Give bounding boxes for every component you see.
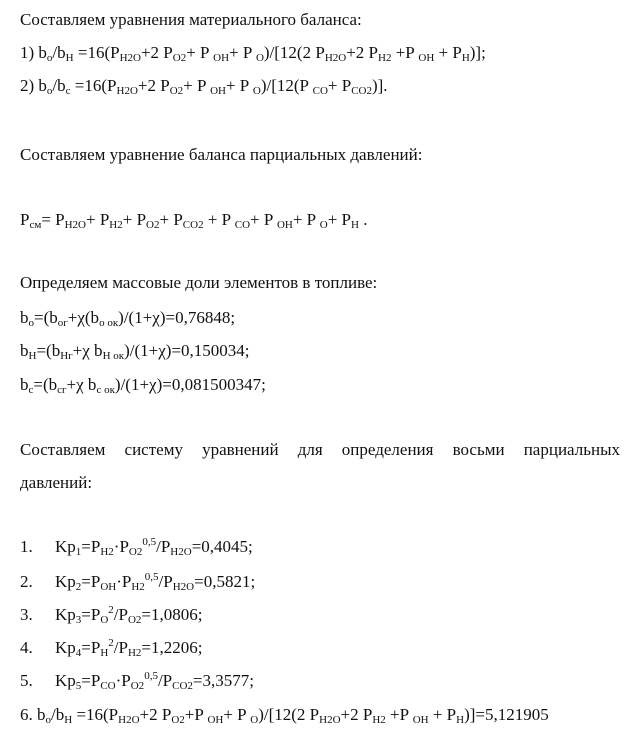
subscript: H2 [131,581,145,593]
subscript: o [45,714,51,726]
subscript: OH [207,714,224,726]
subscript: H2 [100,546,114,558]
text-run: )]; [469,43,486,62]
text-run: /b [52,76,66,95]
text-run: =0,5821; [194,572,256,591]
superscript: 0,5 [142,536,157,548]
text-run: =P [81,537,101,556]
text-run: +2 P [139,705,172,724]
subscript: O [319,219,328,231]
text-run: =P [81,572,101,591]
text-run: ·P [115,671,131,690]
text-run: /P [156,537,171,556]
text-run: + P [223,705,251,724]
text-run: /P [113,638,128,657]
text-run: =16(P [73,43,120,62]
text-run: )]=5,121905 [464,705,549,724]
text-run: /P [157,671,173,690]
text-run: Kp [55,671,76,690]
subscript: CO2 [182,219,204,231]
equation-line [20,43,486,63]
text-run: + P [229,43,256,62]
subscript: CO2 [172,680,193,692]
text-run: + P [250,210,277,229]
text-run: +2 P [340,705,373,724]
list-number: 3. [20,605,33,624]
text-run: )/[12(P [260,76,313,95]
text-run: +2 P [346,43,378,62]
text-run: Kp [55,605,76,624]
subscript: o [28,317,34,329]
text-run: =1,2206; [141,638,203,657]
subscript: H ок [102,350,125,362]
subscript: o [46,52,53,64]
subscript: OH [210,85,226,97]
equation-list-item [20,638,202,658]
text-run: 6. b [20,705,46,724]
text-run: + P [327,76,352,95]
heading-mass-fractions [20,273,377,293]
equation-line [20,76,388,96]
list-number: 2. [20,572,33,591]
subscript: H [351,219,359,231]
text-run: Составляем систему уравнений для определения восьми парциальных [20,440,620,459]
text-run: /P [113,605,128,624]
heading-system-of-equations-cont [20,473,92,493]
subscript: 4 [75,647,82,659]
subscript: O2 [128,546,143,558]
subscript: CO [100,680,116,692]
text-run: = P [41,210,65,229]
text-run: Составляем уравнения материального баланса: [20,10,362,29]
superscript: 0,5 [144,670,158,682]
subscript: OH [276,219,293,231]
subscript: O [252,85,261,97]
text-run: /P [158,572,173,591]
subscript: O2 [127,614,142,626]
text-run: =1,0806; [141,605,203,624]
text-run: /b [52,43,66,62]
text-run: + P [203,210,235,229]
text-run: )]. [371,76,388,95]
text-run: Kp [55,572,76,591]
subscript: ог [57,317,68,329]
text-run: )/(1+χ)=0,76848; [118,308,236,327]
equation-line [20,705,549,725]
subscript: cг [57,384,67,396]
text-run: )/(1+χ)=0,150034; [124,341,250,360]
text-run: =P [81,638,101,657]
text-run: +P [385,705,413,724]
subscript: OH [412,714,429,726]
subscript: H2 [372,714,386,726]
subscript: H2O [319,714,341,726]
text-run: +2 P [140,43,173,62]
list-number: 4. [20,638,33,657]
text-run: b [20,341,29,360]
text-run: =(b [33,375,58,394]
equation-list-item [20,605,202,625]
subscript: H [456,714,465,726]
text-run: ·P [113,537,129,556]
text-run: =0,4045; [191,537,253,556]
text-run: + P [327,210,352,229]
text-run: + P [122,210,147,229]
equation-line [20,210,367,230]
text-run: +P [391,43,419,62]
text-run: +χ b [66,375,97,394]
text-run: +χ b [72,341,103,360]
text-run: 2) b [20,76,47,95]
superscript: 2 [108,637,114,649]
text-run: + P [428,705,457,724]
text-run: +2 P [137,76,170,95]
subscript: O [255,52,264,64]
list-number: 5. [20,671,33,690]
text-run: Составляем уравнение баланса парциальных давлений: [20,145,423,164]
text-run: /b [51,705,65,724]
subscript: 2 [75,581,82,593]
subscript: c ок [96,384,115,396]
text-run: )/[12(2 P [258,705,320,724]
text-run: Kp [55,537,76,556]
subscript: O [250,714,259,726]
subscript: o ок [99,317,119,329]
subscript: см [29,219,42,231]
text-run: =3,3577; [192,671,254,690]
text-run: )/(1+χ)=0,081500347; [114,375,266,394]
text-run: b [20,375,29,394]
subscript: OH [213,52,230,64]
heading-partial-pressure-balance [20,145,422,165]
text-run: + P [183,76,211,95]
subscript: O [100,614,109,626]
subscript: H [100,647,109,659]
equation-line [20,341,250,361]
subscript: H [461,52,470,64]
text-run: + P [186,43,214,62]
subscript: H2O [324,52,347,64]
text-run: + P [292,210,320,229]
subscript: 3 [75,614,82,626]
equation-list-item [20,572,255,592]
equation-list-item [20,671,254,691]
subscript: c [28,384,34,396]
subscript: O2 [172,52,187,64]
text-run: =(b [36,341,61,360]
text-run: =P [81,671,101,690]
subscript: H [28,350,37,362]
text-run: =16(P [70,76,117,95]
subscript: O2 [130,680,145,692]
text-run: =(b [34,308,58,327]
equation-list-item [20,537,253,557]
subscript: H2O [64,219,86,231]
subscript: Hг [60,350,73,362]
subscript: OH [100,581,117,593]
heading-system-of-equations [20,440,620,460]
text-run: b [20,308,29,327]
equation-line [20,375,266,395]
text-run: +P [184,705,208,724]
text-run: =P [81,605,101,624]
subscript: CO2 [351,85,372,97]
list-number: 1. [20,537,33,556]
text-run: ·P [116,572,132,591]
text-run: )/[12(2 P [263,43,325,62]
subscript: H2O [116,85,138,97]
subscript: 1 [75,546,82,558]
text-run: + P [225,76,253,95]
text-run: Kp [55,638,76,657]
subscript: OH [418,52,435,64]
equation-line [20,308,235,328]
text-run: . [358,210,368,229]
subscript: o [46,85,53,97]
text-run: + P [86,210,110,229]
subscript: CO [234,219,251,231]
subscript: H2 [378,52,392,64]
subscript: CO [312,85,328,97]
text-run: 1) b [20,43,47,62]
subscript: H2 [109,219,123,231]
text-run: давлений: [20,473,93,492]
subscript: O2 [171,714,185,726]
subscript: O2 [169,85,184,97]
superscript: 2 [108,604,114,616]
subscript: c [65,85,71,97]
subscript: H [64,714,73,726]
subscript: H [65,52,74,64]
text-run: =16(P [72,705,119,724]
text-run: +χ(b [67,308,100,327]
subscript: O2 [146,219,160,231]
text-run: + P [159,210,183,229]
subscript: H2O [118,714,140,726]
superscript: 0,5 [144,571,159,583]
subscript: H2O [170,546,192,558]
text-run: P [20,210,30,229]
subscript: H2 [127,647,142,659]
heading-material-balance [20,10,362,30]
subscript: H2O [119,52,141,64]
text-run: Определяем массовые доли элементов в топливе: [20,273,378,292]
subscript: H2O [172,581,195,593]
subscript: 5 [75,680,82,692]
text-run: + P [434,43,462,62]
